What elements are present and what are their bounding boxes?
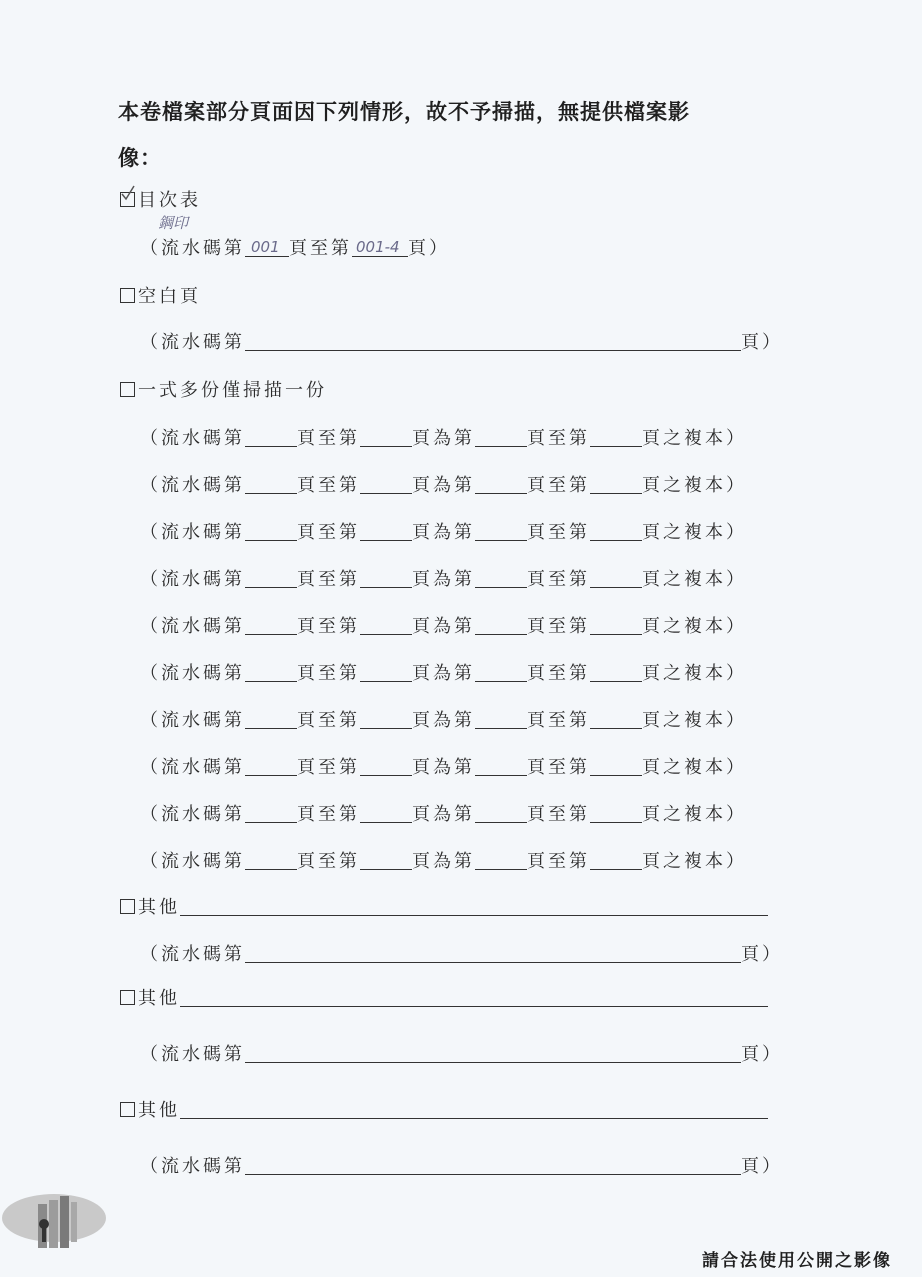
duplicate-row-field[interactable] <box>360 522 412 541</box>
duplicate-row <box>140 663 747 685</box>
duplicate-row-text: 頁至第 <box>527 475 590 496</box>
other-serial-prefix-1: （流水碼第 <box>140 944 245 965</box>
other-serial-line-2 <box>140 1044 783 1066</box>
other-checkbox-2[interactable] <box>120 990 135 1005</box>
duplicate-row-text: 頁至第 <box>527 428 590 449</box>
duplicate-row-field[interactable] <box>475 569 527 588</box>
duplicate-row-text: 頁為第 <box>412 616 475 637</box>
duplicate-row-text: 頁至第 <box>527 757 590 778</box>
heading-line-2: 像： <box>118 146 162 170</box>
duplicate-row-field[interactable] <box>475 428 527 447</box>
duplicate-row-text: 頁之複本） <box>642 663 747 684</box>
duplicate-row-field[interactable] <box>245 851 297 870</box>
duplicate-row <box>140 851 747 873</box>
duplicate-row-text: 頁至第 <box>527 710 590 731</box>
duplicate-row-field[interactable] <box>245 757 297 776</box>
duplicate-row-field[interactable] <box>590 804 642 823</box>
duplicate-row-field[interactable] <box>475 616 527 635</box>
other-serial-field-1[interactable] <box>245 944 741 963</box>
other-serial-suffix-2: 頁） <box>741 1044 783 1065</box>
other-serial-suffix-1: 頁） <box>741 944 783 965</box>
duplicate-row-field[interactable] <box>360 757 412 776</box>
heading-line-1: 本卷檔案部分頁面因下列情形，故不予掃描，無提供檔案影 <box>118 100 690 124</box>
duplicate-row <box>140 569 747 591</box>
duplicate-row-text: （流水碼第 <box>140 475 245 496</box>
duplicate-row-text: 頁之複本） <box>642 475 747 496</box>
duplicate-row-field[interactable] <box>590 663 642 682</box>
other-serial-field-3[interactable] <box>245 1156 741 1175</box>
duplicate-row <box>140 428 747 450</box>
duplicate-row-text: 頁為第 <box>412 475 475 496</box>
other-label-2: 其他 <box>138 988 180 1009</box>
blank-pages-label: 空白頁 <box>138 286 201 307</box>
duplicate-row-text: 頁至第 <box>297 428 360 449</box>
other-field-3[interactable] <box>180 1100 768 1119</box>
other-serial-prefix-3: （流水碼第 <box>140 1156 245 1177</box>
duplicate-row-text: 頁之複本） <box>642 522 747 543</box>
duplicates-option <box>120 380 327 402</box>
duplicate-row-text: 頁至第 <box>297 757 360 778</box>
duplicate-row-text: 頁至第 <box>527 569 590 590</box>
duplicate-row-field[interactable] <box>475 522 527 541</box>
duplicate-row <box>140 475 747 497</box>
duplicate-row-text: 頁至第 <box>527 616 590 637</box>
toc-serial-line <box>140 238 450 260</box>
toc-label: 目次表 <box>138 190 201 211</box>
duplicate-row-text: 頁之複本） <box>642 804 747 825</box>
duplicate-row-field[interactable] <box>590 428 642 447</box>
other-checkbox-3[interactable] <box>120 1102 135 1117</box>
other-serial-prefix-2: （流水碼第 <box>140 1044 245 1065</box>
blank-pages-serial-prefix: （流水碼第 <box>140 332 245 353</box>
toc-from-value: 001 <box>251 238 280 256</box>
check-mark-icon <box>120 185 136 203</box>
duplicate-row-text: 頁之複本） <box>642 428 747 449</box>
duplicate-row-text: 頁至第 <box>297 475 360 496</box>
duplicate-row-field[interactable] <box>245 804 297 823</box>
blank-pages-serial-suffix: 頁） <box>741 332 783 353</box>
duplicate-row-text: （流水碼第 <box>140 757 245 778</box>
duplicate-row <box>140 710 747 732</box>
duplicate-row-field[interactable] <box>590 851 642 870</box>
duplicate-row-text: （流水碼第 <box>140 616 245 637</box>
duplicate-row-text: 頁為第 <box>412 757 475 778</box>
other-serial-suffix-3: 頁） <box>741 1156 783 1177</box>
duplicate-row-field[interactable] <box>475 710 527 729</box>
other-field-2[interactable] <box>180 988 768 1007</box>
toc-serial-suffix: 頁） <box>408 238 450 259</box>
duplicate-row-text: （流水碼第 <box>140 851 245 872</box>
duplicate-row-text: 頁為第 <box>412 569 475 590</box>
duplicate-row-text: 頁至第 <box>297 522 360 543</box>
other-checkbox-1[interactable] <box>120 899 135 914</box>
duplicate-row-field[interactable] <box>360 428 412 447</box>
duplicate-row-field[interactable] <box>360 475 412 494</box>
duplicate-row <box>140 616 747 638</box>
duplicate-row-text: （流水碼第 <box>140 710 245 731</box>
blank-pages-checkbox[interactable] <box>120 288 135 303</box>
duplicate-row-field[interactable] <box>245 569 297 588</box>
duplicate-row-text: 頁之複本） <box>642 616 747 637</box>
other-label-3: 其他 <box>138 1100 180 1121</box>
duplicate-row-field[interactable] <box>475 663 527 682</box>
duplicate-row-field[interactable] <box>245 663 297 682</box>
duplicate-row-text: 頁為第 <box>412 522 475 543</box>
archive-logo-icon <box>0 1188 108 1260</box>
duplicate-row-text: （流水碼第 <box>140 804 245 825</box>
duplicate-row-text: 頁至第 <box>527 663 590 684</box>
duplicate-row-text: 頁之複本） <box>642 851 747 872</box>
other-label-1: 其他 <box>138 897 180 918</box>
blank-pages-serial-line <box>140 332 783 354</box>
duplicate-row-field[interactable] <box>360 804 412 823</box>
duplicate-row-text: 頁至第 <box>297 804 360 825</box>
duplicate-row-text: （流水碼第 <box>140 663 245 684</box>
other-option-3 <box>120 1100 768 1122</box>
toc-handwritten-note: 鋼印 <box>158 214 189 232</box>
duplicate-row-field[interactable] <box>475 757 527 776</box>
duplicate-row <box>140 522 747 544</box>
duplicate-row-text: 頁至第 <box>297 851 360 872</box>
toc-to-value: 001-4 <box>356 238 400 256</box>
duplicates-checkbox[interactable] <box>120 382 135 397</box>
blank-pages-field[interactable] <box>245 332 741 351</box>
toc-serial-mid: 頁至第 <box>289 238 352 259</box>
duplicate-row-field[interactable] <box>590 569 642 588</box>
duplicate-row <box>140 757 747 779</box>
duplicate-row-field[interactable] <box>245 475 297 494</box>
duplicate-row-text: 頁至第 <box>527 522 590 543</box>
toc-option <box>120 190 201 212</box>
duplicate-row-field[interactable] <box>245 428 297 447</box>
duplicate-row-field[interactable] <box>360 851 412 870</box>
duplicate-row-text: 頁之複本） <box>642 757 747 778</box>
duplicate-row-field[interactable] <box>590 616 642 635</box>
other-option-2 <box>120 988 768 1010</box>
duplicate-row-field[interactable] <box>590 710 642 729</box>
duplicate-row-text: 頁為第 <box>412 663 475 684</box>
duplicate-row-text: 頁為第 <box>412 851 475 872</box>
duplicate-row-field[interactable] <box>360 710 412 729</box>
duplicate-row-field[interactable] <box>360 663 412 682</box>
duplicate-row-text: 頁為第 <box>412 428 475 449</box>
duplicate-row-text: 頁為第 <box>412 804 475 825</box>
duplicate-row-text: 頁為第 <box>412 710 475 731</box>
toc-from-field[interactable] <box>245 238 289 257</box>
toc-to-field[interactable] <box>352 238 408 257</box>
duplicate-row-text: 頁至第 <box>527 804 590 825</box>
duplicate-row-text: 頁至第 <box>297 663 360 684</box>
other-serial-line-1 <box>140 944 783 966</box>
footer-notice: 請合法使用公開之影像 <box>702 1251 892 1271</box>
duplicate-row-text: 頁之複本） <box>642 710 747 731</box>
duplicate-row-text: 頁至第 <box>527 851 590 872</box>
toc-checkbox[interactable] <box>120 192 135 207</box>
duplicate-row-text: 頁之複本） <box>642 569 747 590</box>
duplicate-row-field[interactable] <box>245 522 297 541</box>
other-serial-line-3 <box>140 1156 783 1178</box>
duplicate-row-field[interactable] <box>590 522 642 541</box>
duplicate-row-field[interactable] <box>590 475 642 494</box>
duplicate-row-text: （流水碼第 <box>140 522 245 543</box>
duplicate-row-field[interactable] <box>475 475 527 494</box>
other-field-1[interactable] <box>180 897 768 916</box>
other-serial-field-2[interactable] <box>245 1044 741 1063</box>
duplicate-row-text: 頁至第 <box>297 710 360 731</box>
duplicate-row-field[interactable] <box>245 616 297 635</box>
duplicate-row-text: （流水碼第 <box>140 569 245 590</box>
duplicate-row <box>140 804 747 826</box>
duplicate-row-text: 頁至第 <box>297 616 360 637</box>
duplicates-label: 一式多份僅掃描一份 <box>138 380 327 401</box>
toc-serial-prefix: （流水碼第 <box>140 238 245 259</box>
other-option-1 <box>120 897 768 919</box>
blank-pages-option <box>120 286 201 308</box>
duplicate-row-field[interactable] <box>475 851 527 870</box>
duplicate-row-field[interactable] <box>475 804 527 823</box>
duplicate-row-field[interactable] <box>590 757 642 776</box>
duplicate-row-text: 頁至第 <box>297 569 360 590</box>
duplicate-row-field[interactable] <box>360 616 412 635</box>
duplicate-row-text: （流水碼第 <box>140 428 245 449</box>
duplicate-row-field[interactable] <box>360 569 412 588</box>
duplicate-row-field[interactable] <box>245 710 297 729</box>
